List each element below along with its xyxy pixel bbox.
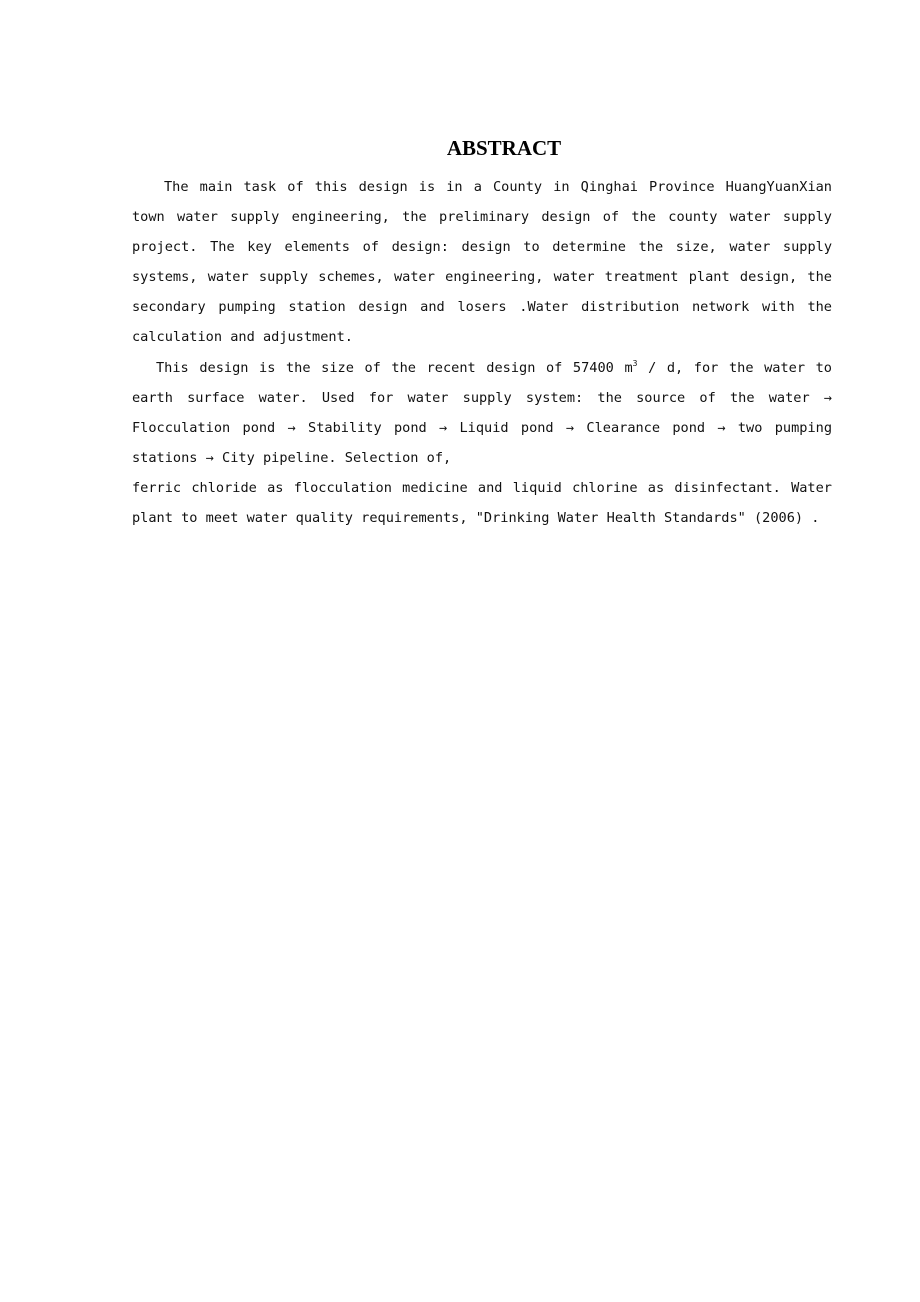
abstract-paragraph-3: ferric chloride as flocculation medicine and liquid chlorine as disinfectant. Water plant to meet water quality requirements, "Drinking Water Health Standards" (2006) . [132,479,832,527]
abstract-paragraph-2 [132,353,832,473]
abstract-paragraph-1: The main task of this design is in a County in Qinghai Province HuangYuanXian town water supply engineering, the preliminary design of the county water supply project. The key elements of design: design to determine the size, water supply systems, water supply schemes, water engineering, water treatment plant design, the secondary pumping station design and losers .Water distribution network with the calculation and adjustment. [132,179,832,346]
page-title: ABSTRACT [446,136,562,160]
abstract-body [132,172,832,533]
paragraph-2-text-end: / d, for the water to earth surface water. Used for water supply system: the source of the water → Flocculation pond → Stability pond → Liquid pond → Clearance pond → two pumping stations → City pipeline. Selection of, [132,359,832,466]
superscript-cubed: 3 [632,358,638,368]
paragraph-2-text-start: This design is the size of the recent design of 57400 m [156,359,633,376]
